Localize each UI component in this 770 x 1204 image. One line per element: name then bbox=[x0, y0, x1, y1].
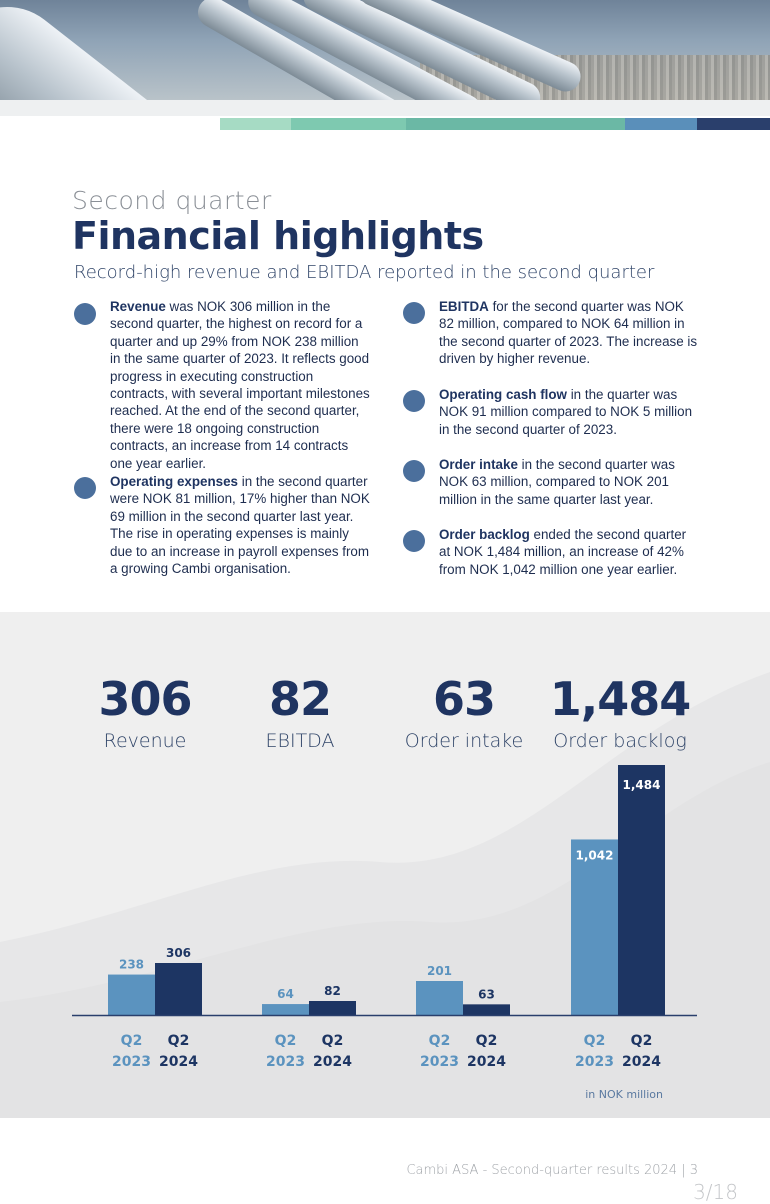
accent-stripe bbox=[697, 118, 770, 130]
axis-tick-label: 2023 bbox=[420, 1054, 459, 1070]
header-photo bbox=[0, 0, 770, 100]
bar-order-backlog-2023 bbox=[571, 839, 618, 1015]
accent-stripe bbox=[406, 118, 625, 130]
comparison-bar-chart bbox=[0, 750, 770, 1080]
kpi-label-order-backlog: Order backlog bbox=[553, 730, 687, 752]
bar-ebitda-2023 bbox=[262, 1004, 309, 1015]
axis-tick-label: Q2 bbox=[630, 1033, 653, 1049]
axis-tick-label: 2024 bbox=[622, 1054, 661, 1070]
bar-value-label: 201 bbox=[426, 964, 453, 978]
bullet-dot-icon bbox=[74, 477, 96, 499]
bar-order-intake-2023 bbox=[416, 981, 463, 1015]
bullet-dot-icon bbox=[403, 530, 425, 552]
highlight-term: EBITDA bbox=[439, 299, 489, 314]
page-title: Financial highlights bbox=[72, 214, 484, 258]
highlight-text: for the second quarter was NOK 82 million, compared to NOK 64 million in the second quarter of 2023. The increase is driven by higher revenue. bbox=[439, 299, 698, 367]
bullet-dot-icon bbox=[403, 460, 425, 482]
highlight-text: in the second quarter were NOK 81 million, 17% higher than NOK 69 million in the second quarter last year. The rise in operating expenses is mainly due to an increase in payroll expenses from a growing Cambi organisation. bbox=[110, 474, 370, 577]
bullet-dot-icon bbox=[403, 390, 425, 412]
kpi-value-revenue: 306 bbox=[98, 672, 192, 726]
accent-stripe bbox=[625, 118, 697, 130]
page-subtitle: Record-high revenue and EBITDA reported in the second quarter bbox=[74, 262, 655, 283]
bar-value-label: 1,042 bbox=[575, 848, 614, 863]
axis-tick-label: Q2 bbox=[475, 1033, 498, 1049]
bar-ebitda-2024 bbox=[309, 1001, 356, 1015]
kpi-value-ebitda: 82 bbox=[268, 672, 331, 726]
highlight-text: in the quarter was NOK 91 million compared to NOK 5 million in the second quarter of 2023. bbox=[439, 387, 693, 437]
header-band bbox=[0, 100, 770, 116]
kpi-value-order-backlog: 1,484 bbox=[549, 672, 691, 726]
accent-stripe bbox=[220, 118, 291, 130]
highlight-term: Operating expenses bbox=[110, 474, 239, 489]
highlight-term: Order backlog bbox=[439, 527, 530, 542]
photo-pipe bbox=[0, 0, 202, 100]
bar-value-label: 63 bbox=[478, 987, 495, 1002]
axis-tick-label: 2023 bbox=[575, 1054, 614, 1070]
bar-order-backlog-2024 bbox=[618, 765, 665, 1015]
axis-tick-label: Q2 bbox=[428, 1033, 451, 1049]
bar-value-label: 238 bbox=[118, 957, 145, 972]
highlight-text: was NOK 306 million in the second quarter, the highest on record for a quarter and up 29% from NOK 238 million in the same quarter of 2023. It reflects good progress in executing construction contracts, with several important milestones reached. At the end of the second quarter, there were 18 ongoing construction contracts, an increase from 14 contracts one year earlier. bbox=[110, 299, 370, 471]
axis-tick-label: Q2 bbox=[274, 1033, 297, 1049]
highlight-text: in the second quarter was NOK 63 million, compared to NOK 201 million in the same quarter last year. bbox=[439, 457, 675, 507]
kpi-label-revenue: Revenue bbox=[103, 730, 187, 752]
axis-tick-label: 2023 bbox=[266, 1054, 305, 1070]
bar-value-label: 1,484 bbox=[622, 778, 661, 792]
kpi-value-order-intake: 63 bbox=[432, 672, 495, 726]
kpi-label-ebitda: EBITDA bbox=[265, 730, 335, 752]
bullet-dot-icon bbox=[74, 303, 96, 325]
kpi-label-order-intake: Order intake bbox=[404, 730, 524, 752]
axis-tick-label: 2024 bbox=[159, 1054, 198, 1070]
axis-tick-label: 2024 bbox=[467, 1054, 506, 1070]
bar-value-label: 64 bbox=[277, 987, 294, 1002]
page-counter: 3/18 bbox=[693, 1180, 738, 1204]
highlight-text: ended the second quarter at NOK 1,484 million, an increase of 42% from NOK 1,042 million one year earlier. bbox=[439, 527, 687, 577]
axis-tick-label: Q2 bbox=[583, 1033, 606, 1049]
bullet-dot-icon bbox=[403, 302, 425, 324]
highlight-term: Revenue bbox=[110, 299, 166, 314]
highlight-term: Operating cash flow bbox=[439, 387, 567, 402]
axis-tick-label: Q2 bbox=[167, 1033, 190, 1049]
axis-tick-label: 2023 bbox=[112, 1054, 151, 1070]
axis-tick-label: 2024 bbox=[313, 1054, 352, 1070]
bar-value-label: 82 bbox=[324, 984, 341, 998]
bar-value-label: 306 bbox=[165, 946, 192, 960]
chart-unit-note: in NOK million bbox=[585, 1088, 663, 1101]
section-eyebrow: Second quarter bbox=[72, 186, 272, 215]
bar-order-intake-2024 bbox=[463, 1004, 510, 1015]
page-footer: Cambi ASA - Second-quarter results 2024 | 3 bbox=[406, 1163, 698, 1178]
axis-tick-label: Q2 bbox=[120, 1033, 143, 1049]
axis-tick-label: Q2 bbox=[321, 1033, 344, 1049]
accent-stripe bbox=[291, 118, 406, 130]
bar-revenue-2023 bbox=[108, 975, 155, 1015]
highlight-term: Order intake bbox=[439, 457, 518, 472]
bar-revenue-2024 bbox=[155, 963, 202, 1015]
